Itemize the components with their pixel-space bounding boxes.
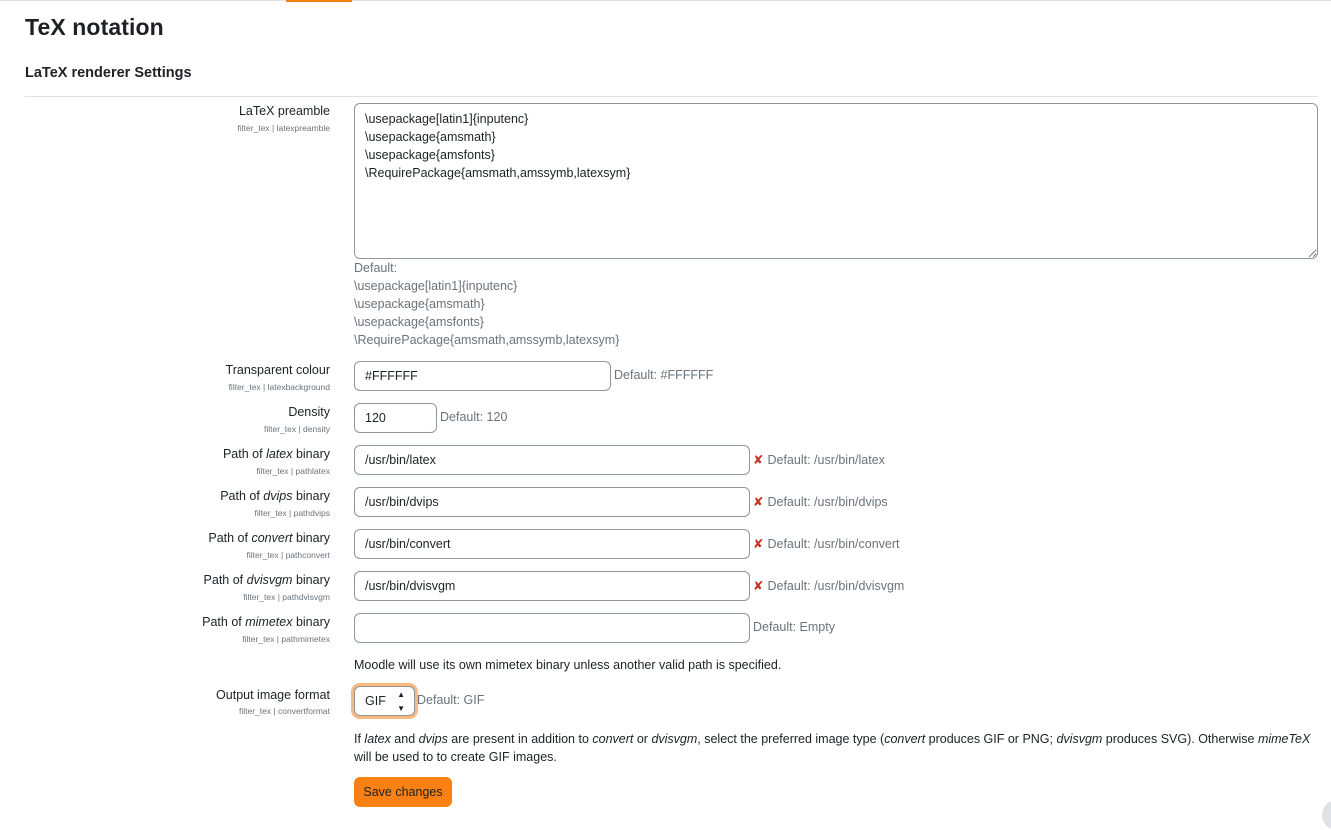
output-format-selected: GIF (365, 694, 386, 708)
section-title: LaTeX renderer Settings (25, 65, 192, 81)
output-format-label: Output image format (216, 688, 330, 702)
output-format-default: Default: GIF (417, 693, 485, 707)
density-input[interactable] (354, 403, 437, 433)
latex-preamble-label: LaTeX preamble (238, 104, 330, 118)
transparent-colour-default: Default: #FFFFFF (614, 368, 714, 382)
save-changes-button[interactable]: Save changes (354, 777, 452, 807)
path-dvips-default: ✘ Default: /usr/bin/dvips (753, 495, 888, 509)
transparent-colour-input[interactable] (354, 361, 611, 391)
path-mimetex-description: Moodle will use its own mimetex binary unless another valid path is specified. (354, 658, 782, 672)
error-x-icon: ✘ (753, 579, 764, 593)
latex-preamble-setting-name: filter_tex | latexpreamble (237, 123, 330, 133)
error-x-icon: ✘ (753, 537, 764, 551)
path-mimetex-input[interactable] (354, 613, 750, 643)
latex-preamble-textarea[interactable] (354, 103, 1318, 259)
error-x-icon: ✘ (753, 453, 764, 467)
top-border (0, 0, 1331, 1)
transparent-colour-setting-name: filter_tex | latexbackground (228, 382, 330, 392)
path-convert-label: Path of convert binary (208, 531, 330, 545)
floating-help-button[interactable] (1322, 800, 1331, 830)
path-dvisvgm-label: Path of dvisvgm binary (203, 573, 330, 587)
path-mimetex-setting-name: filter_tex | pathmimetex (242, 634, 330, 644)
path-latex-default: ✘ Default: /usr/bin/latex (753, 453, 885, 467)
density-label: Density (288, 405, 330, 419)
path-dvisvgm-input[interactable] (354, 571, 750, 601)
path-dvips-input[interactable] (354, 487, 750, 517)
latex-preamble-default: Default: \usepackage[latin1]{inputenc} \usepackage{amsmath} \usepackage{amsfonts} \RequirePackage{amsmath,amssymb,latexsym} (354, 261, 620, 347)
section-divider (25, 96, 1318, 97)
path-convert-input[interactable] (354, 529, 750, 559)
density-default: Default: 120 (440, 410, 508, 424)
path-dvisvgm-default: ✘ Default: /usr/bin/dvisvgm (753, 579, 905, 593)
path-convert-default: ✘ Default: /usr/bin/convert (753, 537, 900, 551)
page-title: TeX notation (25, 14, 164, 40)
output-format-description: If latex and dvips are present in addition to convert or dvisvgm, select the preferred image type (convert produces GIF or PNG; dvisvgm produces SVG). Otherwise mimeTeX will be used to to create GIF images. (354, 732, 1311, 764)
transparent-colour-label: Transparent colour (225, 363, 330, 377)
path-convert-setting-name: filter_tex | pathconvert (246, 550, 330, 560)
path-dvips-setting-name: filter_tex | pathdvips (254, 508, 330, 518)
output-format-select[interactable] (354, 686, 415, 716)
select-updown-icon: ▲ ▼ (397, 690, 405, 713)
error-x-icon: ✘ (753, 495, 764, 509)
path-dvips-label: Path of dvips binary (220, 489, 330, 503)
active-tab-indicator (286, 0, 352, 2)
path-latex-setting-name: filter_tex | pathlatex (256, 466, 330, 476)
path-latex-input[interactable] (354, 445, 750, 475)
density-setting-name: filter_tex | density (264, 424, 330, 434)
path-mimetex-default: Default: Empty (753, 620, 835, 634)
output-format-setting-name: filter_tex | convertformat (238, 706, 330, 716)
path-latex-label: Path of latex binary (222, 447, 330, 461)
path-mimetex-label: Path of mimetex binary (202, 615, 330, 629)
path-dvisvgm-setting-name: filter_tex | pathdvisvgm (243, 592, 330, 602)
